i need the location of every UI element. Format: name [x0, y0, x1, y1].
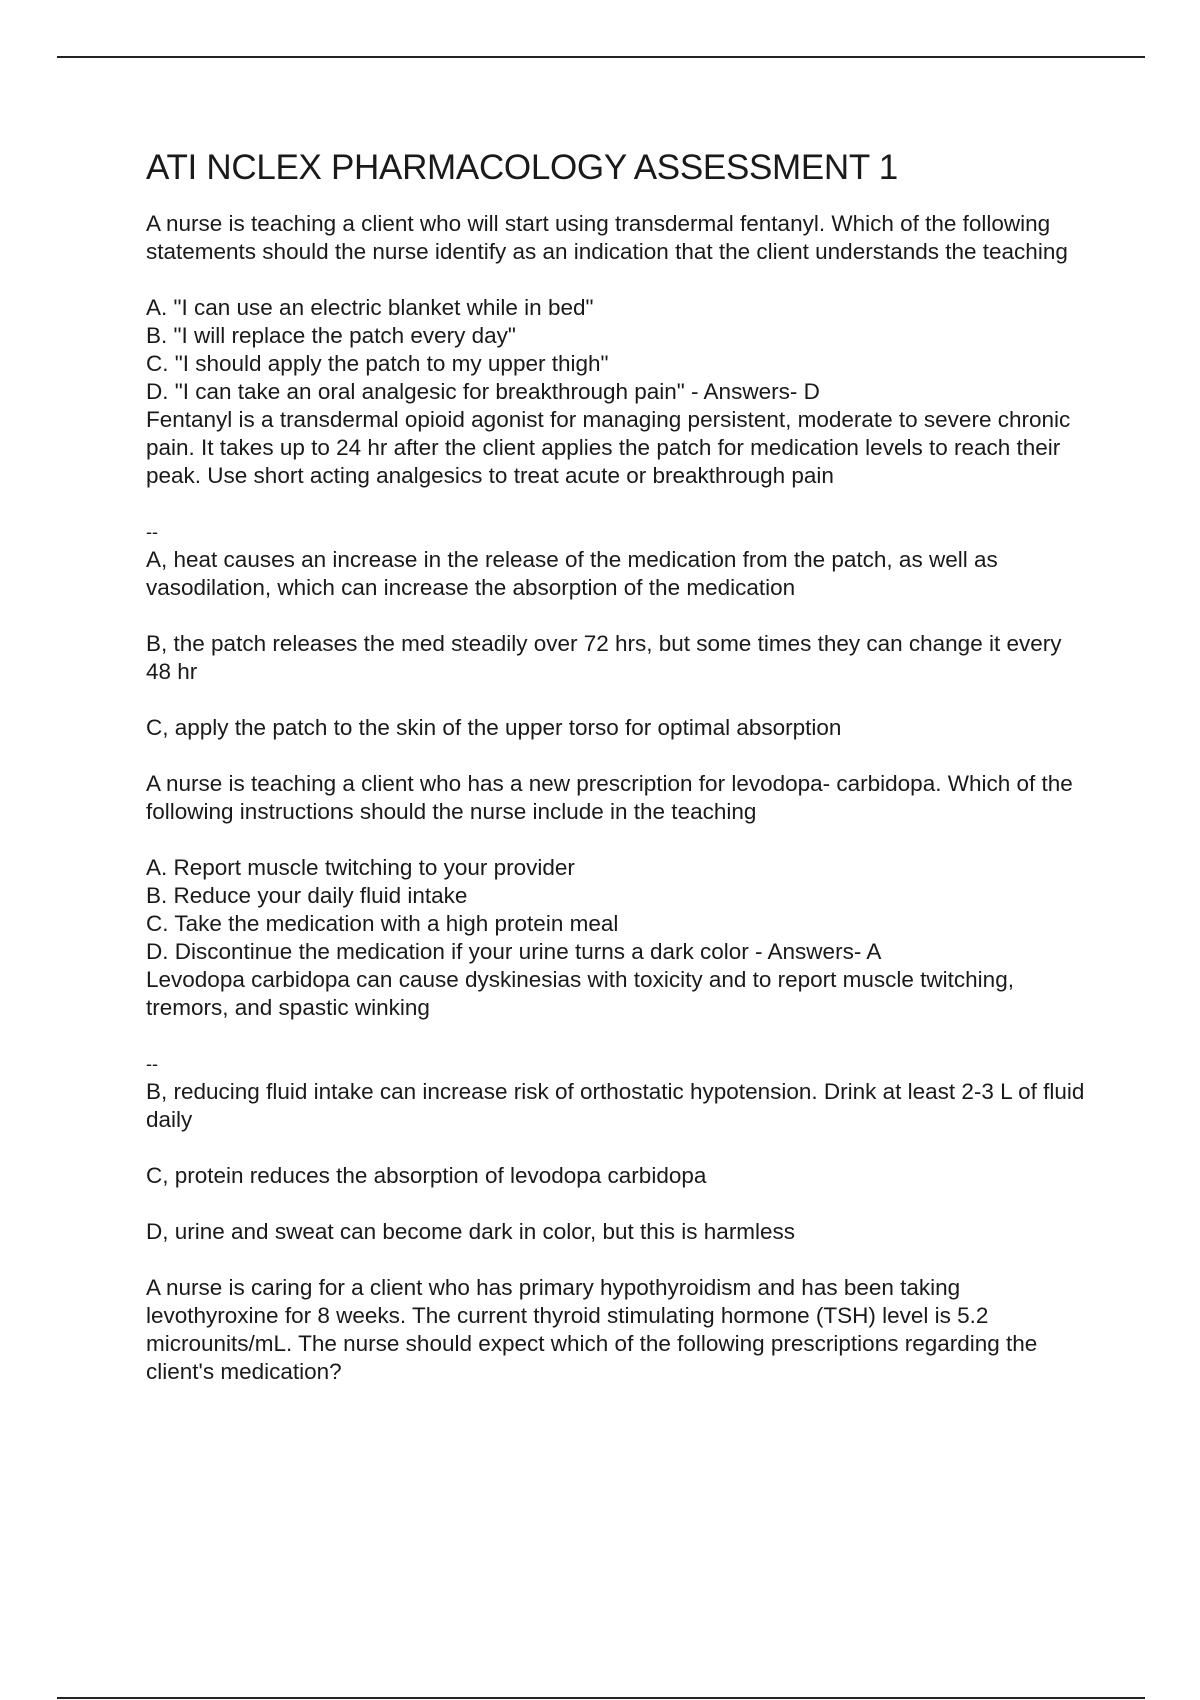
question-1-options: A. "I can use an electric blanket while in bed" B. "I will replace the patch every day" C. "I should apply the patch to my upper thigh" D. "I can take an oral analgesic for breakthrough pain" - Answers- D	[146, 295, 820, 404]
question-1-explanation-b: B, the patch releases the med steadily over 72 hrs, but some times they can change it every 48 hr	[146, 631, 1062, 684]
question-2-explanation-b: B, reducing fluid intake can increase risk of orthostatic hypotension. Drink at least 2-3 L of fluid daily	[146, 1079, 1085, 1132]
question-1-explanation-a: A, heat causes an increase in the release of the medication from the patch, as well as vasodilation, which can increase the absorption of the medication	[146, 547, 998, 600]
question-2-options: A. Report muscle twitching to your provider B. Reduce your daily fluid intake C. Take the medication with a high protein meal D. Discontinue the medication if your urine turns a dark color - Answers- A	[146, 855, 882, 964]
top-rule	[57, 56, 1145, 58]
spacer	[146, 490, 1086, 518]
question-1-stem: A nurse is teaching a client who will start using transdermal fentanyl. Which of the following statements should the nurse identify as an indication that the client understands the teaching	[146, 211, 1068, 264]
bottom-rule	[57, 1697, 1145, 1699]
question-2-stem: A nurse is teaching a client who has a new prescription for levodopa- carbidopa. Which of the following instructions should the nurse include in the teaching	[146, 771, 1073, 824]
question-2-explanation-c: C, protein reduces the absorption of levodopa carbidopa	[146, 1163, 707, 1188]
document-body	[146, 146, 1086, 1414]
question-3-stem: A nurse is caring for a client who has primary hypothyroidism and has been taking levothyroxine for 8 weeks. The current thyroid stimulating hormone (TSH) level is 5.2 microunits/mL. The nurse should expect which of the following prescriptions regarding the client's medication?	[146, 1275, 1038, 1384]
question-1-rationale: Fentanyl is a transdermal opioid agonist for managing persistent, moderate to severe chronic pain. It takes up to 24 hr after the client applies the patch for medication levels to reach their peak. Use short acting analgesics to treat acute or breakthrough pain	[146, 407, 1071, 488]
spacer	[146, 1022, 1086, 1050]
separator: --	[146, 522, 158, 542]
separator: --	[146, 1054, 158, 1074]
document-title: ATI NCLEX PHARMACOLOGY ASSESSMENT 1	[146, 148, 898, 187]
question-2-rationale: Levodopa carbidopa can cause dyskinesias with toxicity and to report muscle twitching, tremors, and spastic winking	[146, 967, 1014, 1020]
question-1-explanation-c: C, apply the patch to the skin of the upper torso for optimal absorption	[146, 715, 842, 740]
question-2-explanation-d: D, urine and sweat can become dark in color, but this is harmless	[146, 1219, 796, 1244]
